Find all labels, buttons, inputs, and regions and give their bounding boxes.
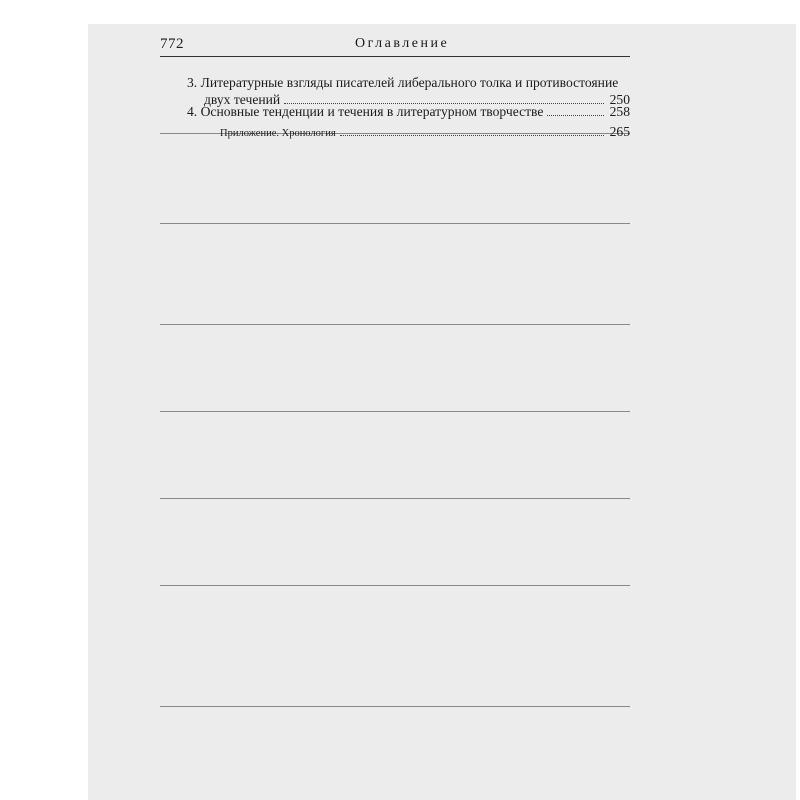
dot-leader	[340, 134, 604, 136]
page-number: 772	[160, 36, 184, 52]
table-of-contents	[160, 0, 630, 800]
running-title: Оглавление	[355, 36, 450, 51]
section-divider	[160, 324, 630, 325]
section-divider	[160, 585, 630, 586]
entry-title: Приложение. Хронология	[220, 128, 336, 139]
section-divider	[160, 498, 630, 499]
section-divider	[160, 411, 630, 412]
toc-section-entry	[160, 103, 630, 120]
toc-section-entry	[160, 74, 630, 91]
section-divider	[160, 223, 630, 224]
dot-leader	[547, 114, 604, 116]
entry-title: 4. Основные тенденции и течения в литературном творчестве	[187, 104, 544, 119]
page-ref: 258	[609, 104, 630, 119]
toc-appendix-entry	[160, 123, 630, 140]
page-ref: 265	[609, 124, 630, 139]
entry-title: 3. Литературные взгляды писателей либерального толка и противостояние	[187, 75, 619, 90]
entry-title: двух течений	[204, 92, 281, 107]
section-divider	[160, 706, 630, 707]
page-ref: 250	[609, 92, 630, 107]
